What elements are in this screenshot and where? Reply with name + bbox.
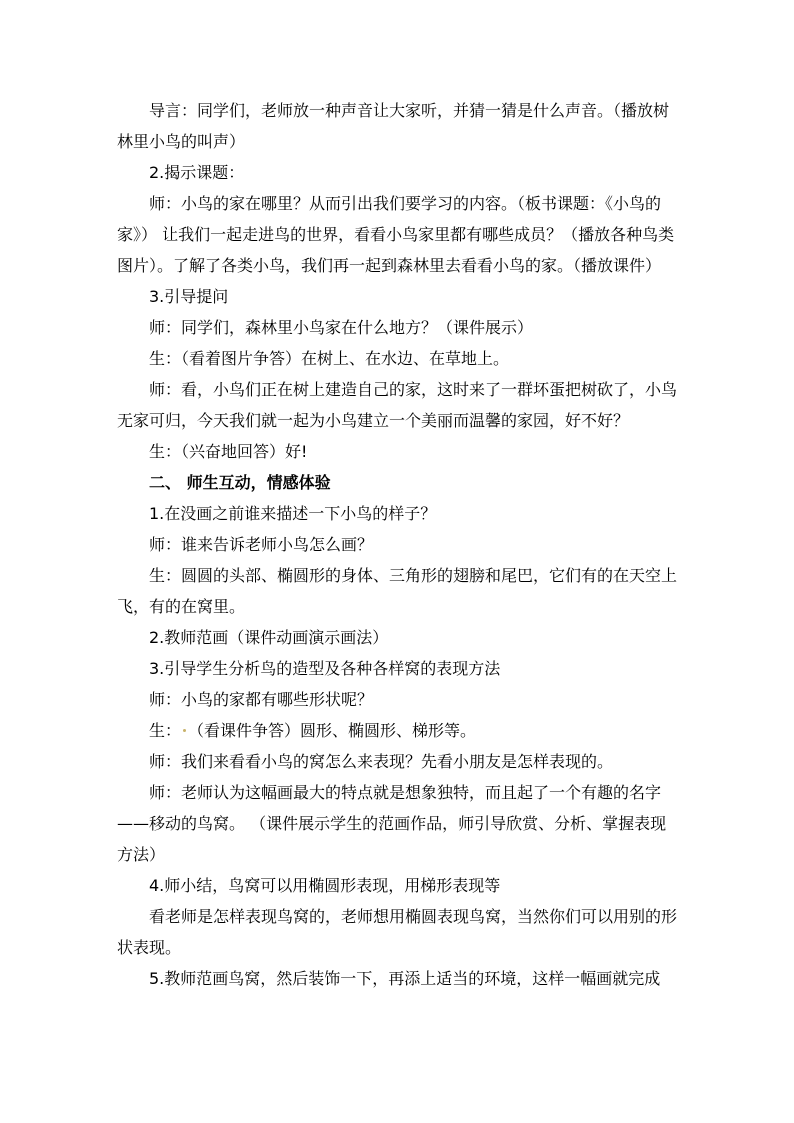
paragraph-student-nest-answer [117, 715, 677, 746]
paragraph-guide-analysis: 3.引导学生分析鸟的造型及各种各样窝的表现方法 [149, 659, 501, 678]
paragraph-intro: 导言：同学们，老师放一种声音让大家听，并猜一猜是什么声音。（播放树林里小鸟的叫声） [117, 101, 670, 151]
paragraph-describe-bird: 1.在没画之前谁来描述一下小鸟的样子？ [149, 504, 437, 523]
paragraph-teacher-how-draw: 师：谁来告诉老师小鸟怎么画？ [149, 535, 374, 554]
paragraph-reveal-topic: 2.揭示课题： [149, 163, 245, 182]
paragraph-teacher-nest-method: 看老师是怎样表现鸟窝的，老师想用椭圆表现鸟窝，当然你们可以用别的形状表现。 [117, 907, 678, 957]
document-body [117, 95, 677, 994]
student-answer-text: （看课件争答）圆形、椭圆形、梯形等。 [188, 721, 477, 740]
paragraph-teacher-forest: 师：同学们，森林里小鸟家在什么地方？（课件展示） [149, 318, 534, 337]
paragraph-student-answer-location: 生：（看着图片争答）在树上、在水边、在草地上。 [149, 349, 510, 368]
section-heading-interaction: 二、 师生互动，情感体验 [149, 473, 331, 492]
paragraph-teacher-question-home: 师：小鸟的家在哪里？从而引出我们要学习的内容。（板书课题：《小鸟的家》） 让我们一起走进鸟的世界，看看小鸟家里都有哪些成员？（播放各种鸟类图片）。了解了各类小鸟，我们再一起到森林里去看看小鸟的家。（播放课件） [117, 194, 675, 275]
paragraph-teacher-demo: 2.教师范画（课件动画演示画法） [149, 628, 389, 647]
paragraph-teacher-summary: 4.师小结，鸟窝可以用椭圆形表现，用梯形表现等 [149, 876, 501, 895]
paragraph-teacher-nest-shapes: 师：小鸟的家都有哪些形状呢？ [149, 690, 374, 709]
paragraph-teacher-moving-nest: 师：老师认为这幅画最大的特点就是想象独特，而且起了一个有趣的名字——移动的鸟窝。 （课件展示学生的范画作品，师引导欣赏、分析、掌握表现方法） [117, 783, 667, 864]
mark-dot [183, 729, 186, 732]
paragraph-teacher-story: 师：看，小鸟们正在树上建造自己的家，这时来了一群坏蛋把树砍了，小鸟无家可归，今天我们就一起为小鸟建立一个美丽而温馨的家园，好不好？ [117, 380, 678, 430]
paragraph-student-excited: 生：（兴奋地回答）好! [149, 442, 308, 461]
paragraph-teacher-final-demo: 5.教师范画鸟窝，然后装饰一下，再添上适当的环境，这样一幅画就完成 [149, 969, 661, 988]
paragraph-teacher-nest-expression: 师：我们来看看小鸟的窝怎么来表现？先看小朋友是怎样表现的。 [149, 752, 614, 771]
student-prefix: 生： [149, 721, 182, 740]
paragraph-student-bird-shapes: 生：圆圆的头部、椭圆形的身体、三角形的翅膀和尾巴，它们有的在天空上飞，有的在窝里。 [117, 566, 678, 616]
paragraph-guided-questions: 3.引导提问 [149, 287, 229, 306]
